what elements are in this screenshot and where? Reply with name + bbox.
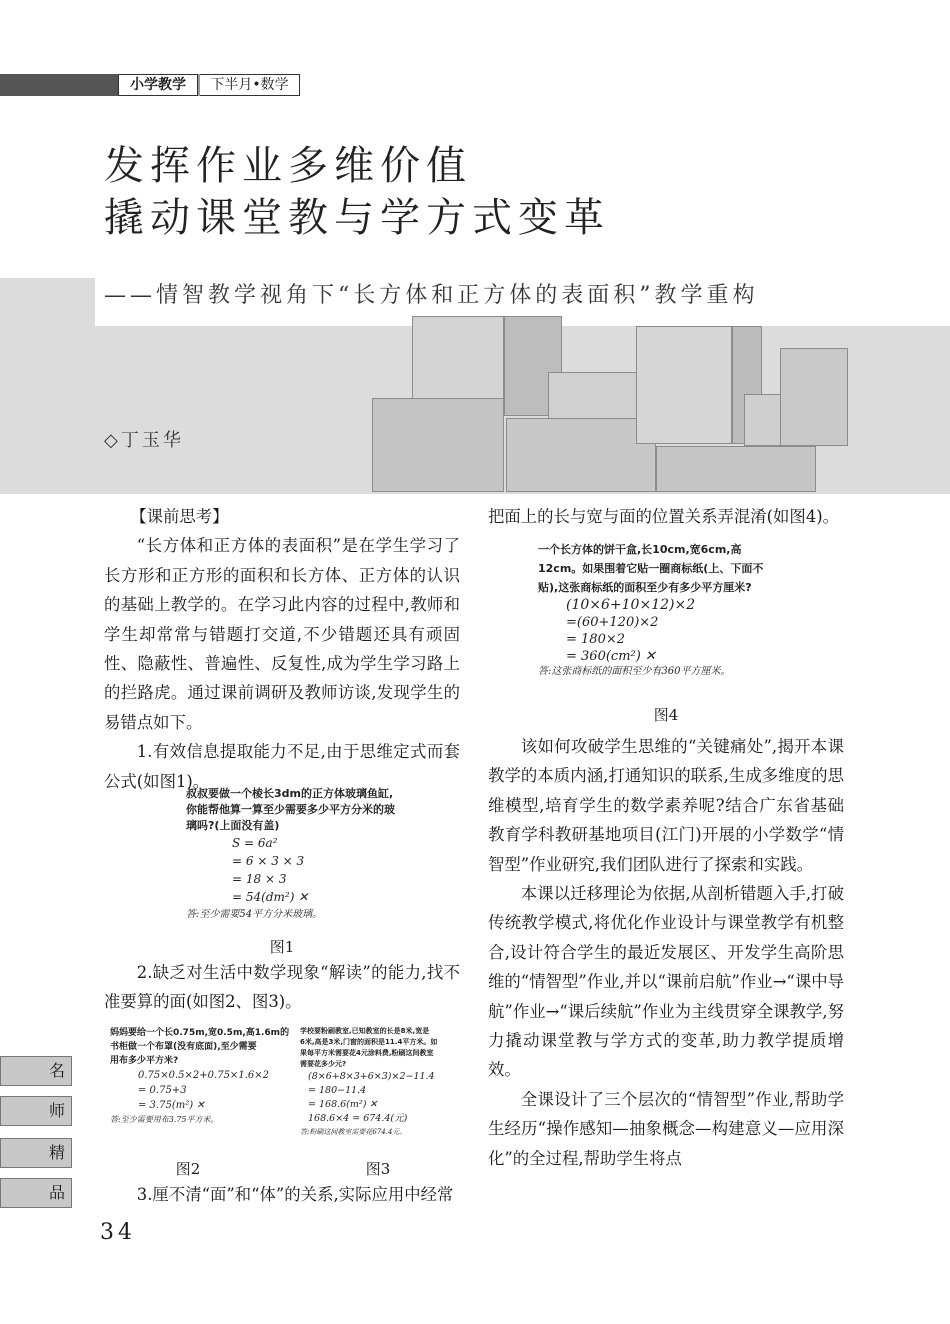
paragraph: 把面上的长与宽与面的位置关系弄混淆(如图4)。 xyxy=(488,507,840,526)
section-heading: 【课前思考】 xyxy=(130,507,229,526)
article-title-line2: 撬动课堂教与学方式变革 xyxy=(104,195,610,241)
figure-4-caption: 图4 xyxy=(653,706,679,724)
article-title-line1: 发挥作业多维价值 xyxy=(104,143,472,189)
right-column-top xyxy=(488,502,844,531)
left-column-continued xyxy=(104,958,460,1017)
article-subtitle: ——情智教学视角下“长方体和正方体的表面积”教学重构 xyxy=(104,283,759,308)
left-column xyxy=(104,502,460,796)
figure-2-caption: 图2 xyxy=(175,1160,201,1178)
figure-3-caption: 图3 xyxy=(365,1160,391,1178)
journal-brand: 小学教学 xyxy=(118,74,198,96)
side-tab-2: 师 xyxy=(0,1096,72,1126)
figure-1: 叔叔要做一个棱长3dm的正方体玻璃鱼缸, 你能帮他算一算至少需要多少平方分米的玻 璃吗?(上面没有盖) S = 6a² = 6 × 3 × 3 = 18 × 3 = 54(dm²) ✕ 答:至少需要54平方分米玻璃。 xyxy=(186,787,395,920)
page-number: 34 xyxy=(100,1220,136,1245)
side-tab-1: 名 xyxy=(0,1056,72,1086)
side-tab-4: 品 xyxy=(0,1178,72,1208)
paragraph: 本课以迁移理论为依据,从剖析错题入手,打破传统教学模式,将优化作业设计与课堂教学有机整合,设计符合学生的最近发展区、开发学生高阶思维的“情智型”作业,并以“课前启航”作业→“课中导航”作业→“课后续航”作业为主线贯穿全课教学,努力撬动课堂教与学方式的变革,助力教学提质增效。 xyxy=(488,884,844,1080)
paragraph: 2.缺乏对生活中数学现象“解读”的能力,找不准要算的面(如图2、图3)。 xyxy=(104,963,460,1012)
journal-section: 下半月•数学 xyxy=(200,74,300,96)
paragraph: 1.有效信息提取能力不足,由于思维定式而套公式(如图1)。 xyxy=(104,742,460,791)
side-tab-3: 精 xyxy=(0,1138,72,1168)
article-author: ◇丁玉华 xyxy=(104,430,184,451)
figure-3: 学校要粉刷教室,已知教室的长是8米,宽是 6米,高是3米,门窗的面积是11.4平方米。如 果每平方米需要花4元涂料费,粉刷这间教室 需要花多少元? (8×6+8×3+6×3)×2−11.4 = 180−11.4 = 168.6(m²) ✕ 168.6×4 = 674.4(元) 答:粉刷这间教室需要花674.4元。 xyxy=(300,1027,438,1136)
paragraph: 3.厘不清“面”和“体”的关系,实际应用中经常 xyxy=(136,1185,454,1204)
figure-2: 妈妈要给一个长0.75m,宽0.5m,高1.6m的 书柜做一个布罩(没有底面),至少需要 用布多少平方米? 0.75×0.5×2+0.75×1.6×2 = 0.75+3 = 3.75(m²) ✕ 答:至少需要用布3.75平方米。 xyxy=(110,1028,290,1124)
left-column-end xyxy=(104,1180,460,1209)
paragraph: 该如何攻破学生思维的“关键痛处”,揭开本课教学的本质内涵,打通知识的联系,生成多维度的思维模型,培育学生的数学素养呢?结合广东省基础教育学科教研基地项目(江门)开展的小学数学“情智型”作业研究,我们团队进行了探索和实践。 xyxy=(488,737,844,874)
figure-1-caption: 图1 xyxy=(269,938,295,956)
paragraph: “长方体和正方体的表面积”是在学生学习了长方形和正方形的面积和长方体、正方体的认识的基础上教学的。在学习此内容的过程中,教师和学生却常常与错题打交道,不少错题还具有顽固性、隐蔽性、普遍性、反复性,成为学生学习路上的拦路虎。通过课前调研及教师访谈,发现学生的易错点如下。 xyxy=(104,536,460,732)
paragraph: 全课设计了三个层次的“情智型”作业,帮助学生经历“操作感知—抽象概念—构建意义—应用深化”的全过程,帮助学生将点 xyxy=(488,1089,844,1168)
header-bar-dark xyxy=(0,74,118,96)
figure-4: 一个长方体的饼干盒,长10cm,宽6cm,高 12cm。如果围着它贴一圈商标纸(上、下面不 贴),这张商标纸的面积至少有多少平方厘米? (10×6+10×12)×2 =(60+120)×2 = 180×2 = 360(cm²) ✕ 答:这张商标纸的面积至少有360平方厘米。 xyxy=(538,543,764,677)
right-column xyxy=(488,732,844,1173)
